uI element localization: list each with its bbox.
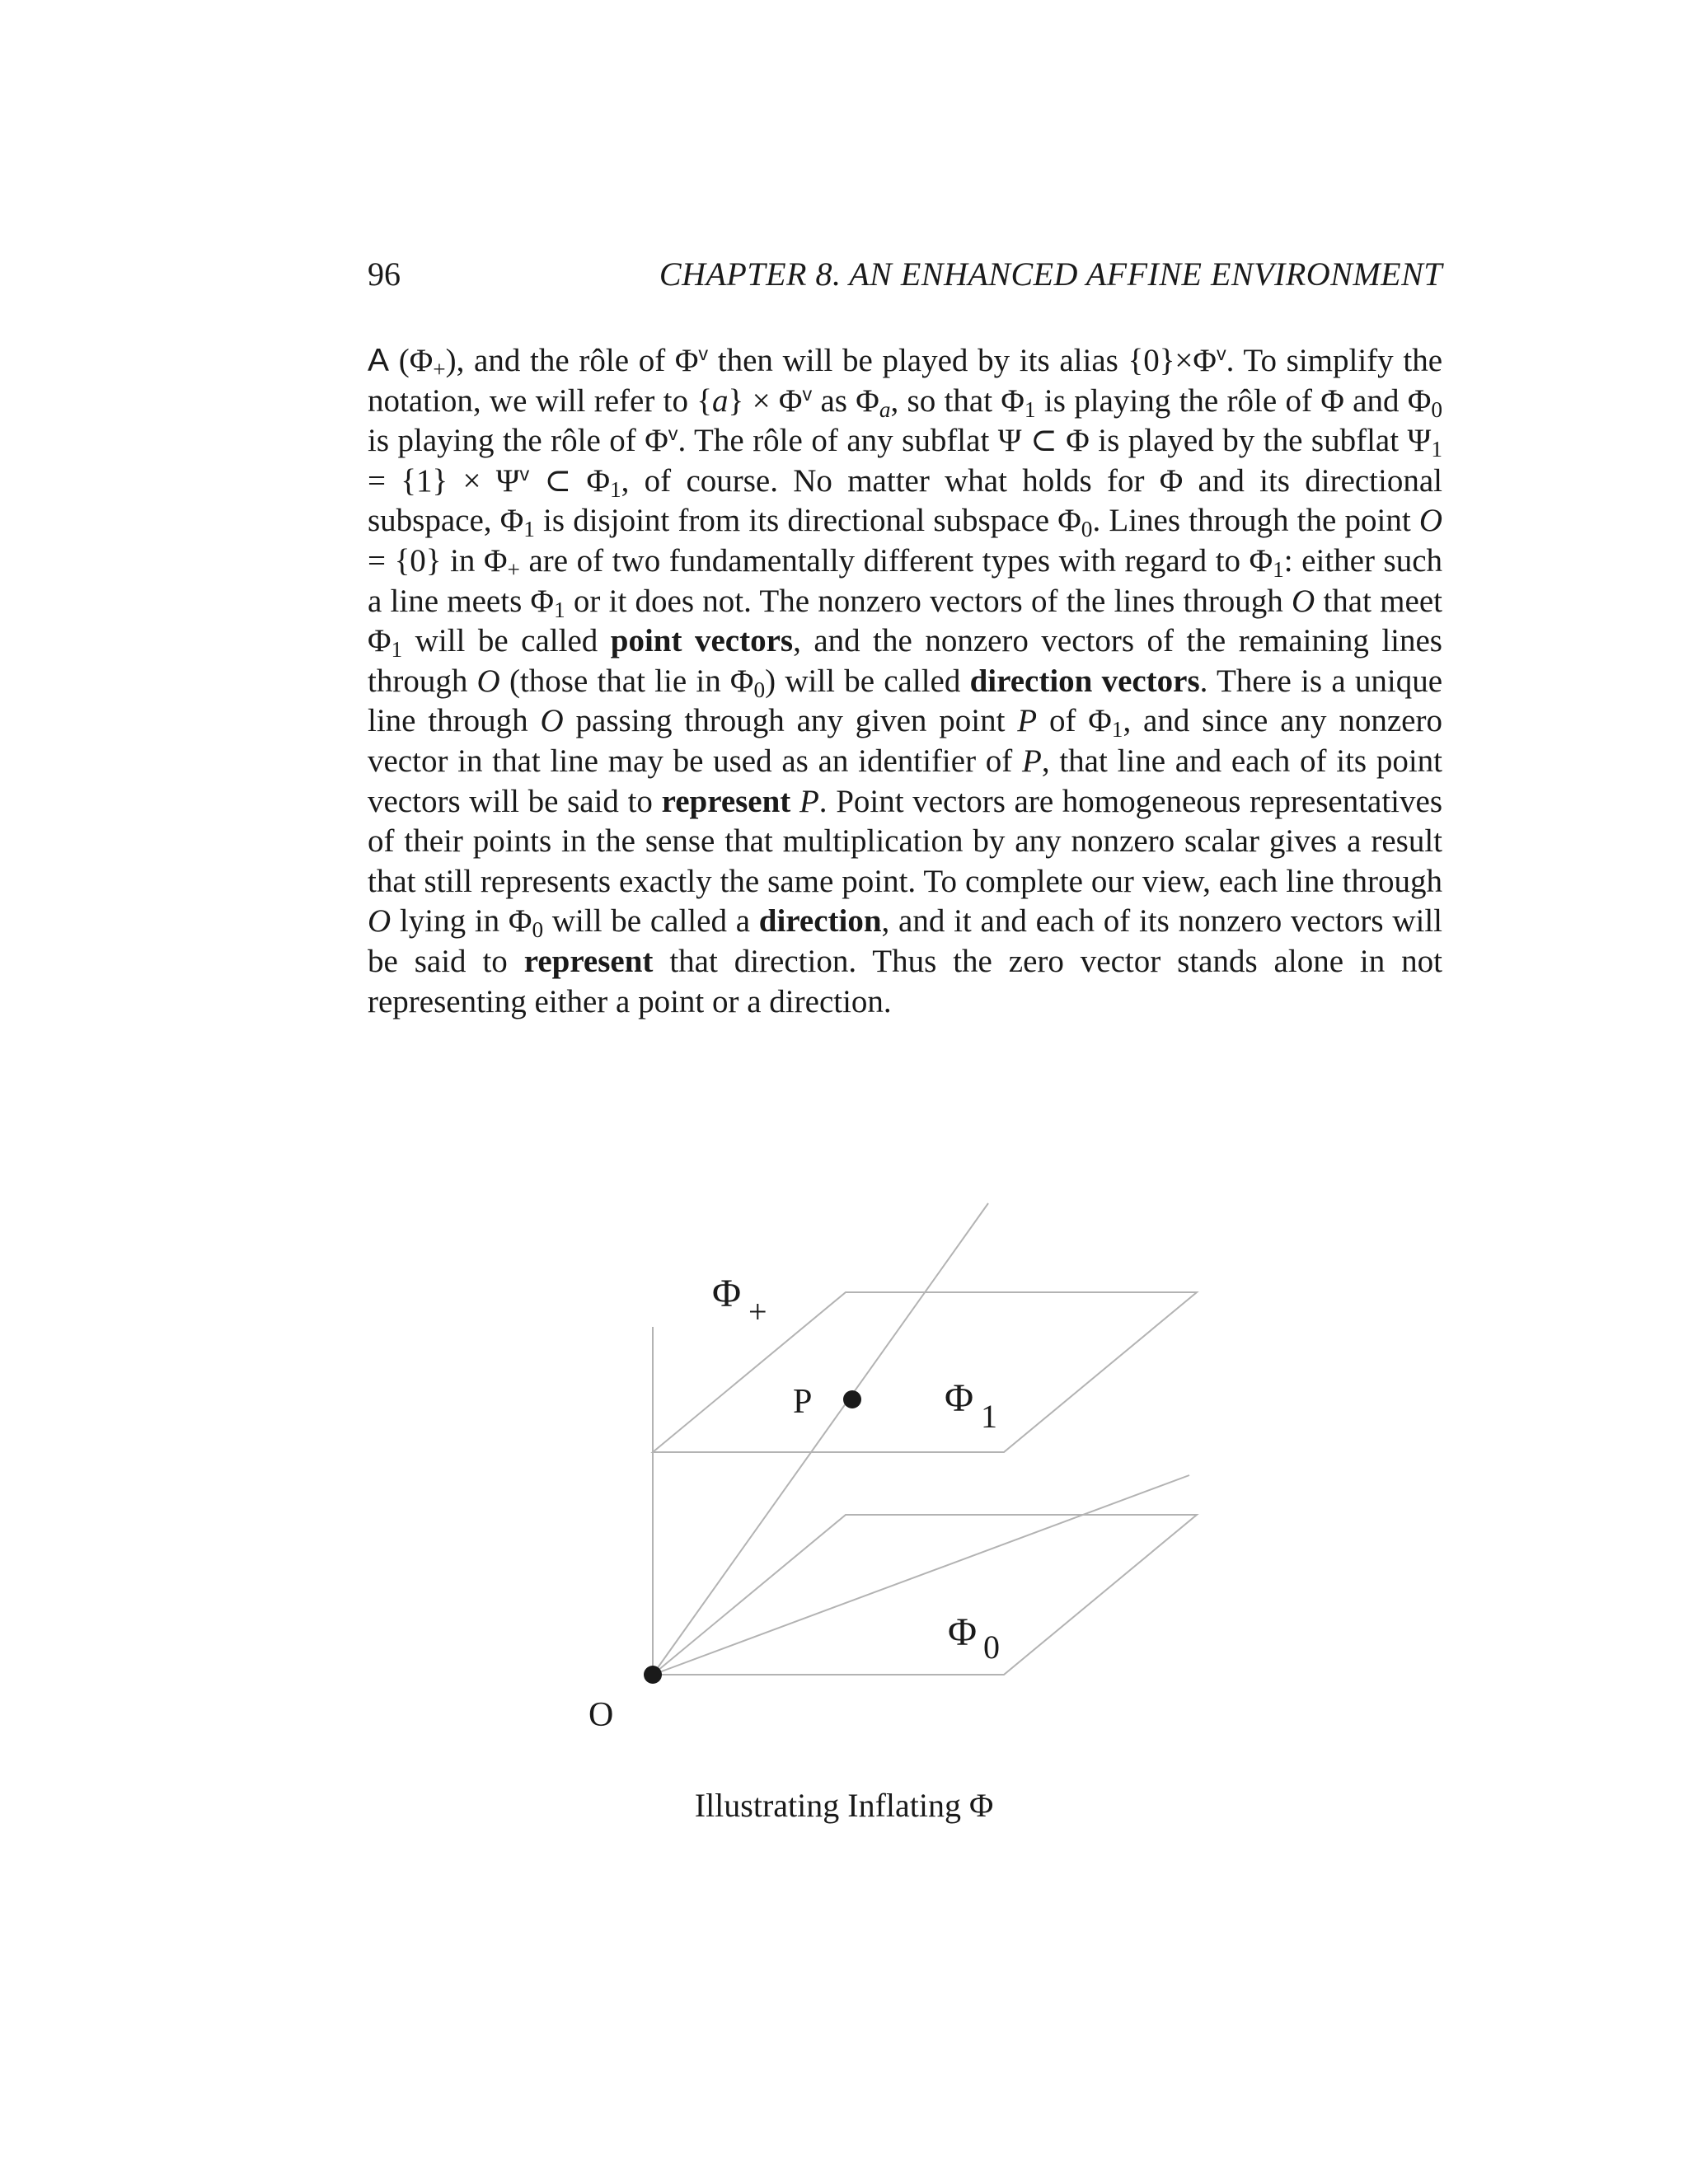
label-phi-1: Φ	[945, 1376, 974, 1420]
direction-line	[653, 1475, 1189, 1675]
label-P: P	[793, 1383, 813, 1421]
term-point-vectors: point vectors	[610, 623, 794, 659]
point-O-dot	[644, 1666, 662, 1684]
term-represent: represent	[523, 943, 654, 979]
label-O: O	[588, 1696, 614, 1734]
page-number: 96	[368, 255, 401, 293]
label-phi-plus-sub: +	[748, 1293, 767, 1330]
term-represent: represent	[661, 783, 791, 819]
term-direction-vectors: direction vectors	[969, 663, 1200, 699]
phi-1-plane	[653, 1292, 1197, 1452]
point-P-dot	[843, 1390, 861, 1408]
term-direction: direction	[758, 903, 882, 940]
line-through-P	[653, 1203, 988, 1675]
figure-caption: Illustrating Inflating Φ	[694, 1787, 994, 1824]
phi-0-plane	[653, 1515, 1197, 1675]
label-phi-0-sub: 0	[983, 1629, 1000, 1666]
paragraph: A $(\Phi_+)$, and the rôle of $\Phi^v$ then will be played by its alias $\{0\}\times\Phi^v$. To simplify the notation, we will refer to $\{a\} \times \Phi^v$ as $\Phi_a$, so that $\Phi_1$ is playing the rôle of Φ and $\Phi_0$ is playing the rôle of $\Phi^v$. The rôle of any subflat Ψ ⊂ Φ is played by the subflat $\Psi_1 = \{1\} \times \Psi^v$ ⊂ $\Phi_1$, of course. No matter what holds for Φ and its directional subspace, $\Phi_1$ is disjoint from its directional subspace $\Phi_0$. Lines through the point O = {0} in $\Phi_+$ are of two fundamentally different types with regard to $\Phi_1$: either such a line meets $\Phi_1$ or it does not. The nonzero vectors of the lines through O that meet $\Phi_1$ will be called point vectors, and the nonzero vectors of the remaining lines through O (those that lie in $\Phi_0$) will be called direction vectors. There is a unique line through O passing through any given point P of $\Phi_1$, and since any nonzero vector in that line may be used as an identifier of P, that line and each of its point vectors will be said to represent P. Point vectors are homogeneous representatives of their points in the sense that multiplication by any nonzero scalar gives a result that still represents exactly the same point. To complete our view, each line through O lying in $\Phi_0$ will be called a direction, and it and each of its nonzero vectors will be said to represent that direction. Thus the zero vector stands alone in not representing either a point or a direction.	[368, 343, 1443, 1019]
label-phi-1-sub: 1	[981, 1398, 997, 1435]
label-phi-0: Φ	[948, 1610, 978, 1654]
running-head: CHAPTER 8. AN ENHANCED AFFINE ENVIRONMENT	[659, 255, 1442, 293]
label-phi-plus: Φ	[712, 1272, 742, 1315]
